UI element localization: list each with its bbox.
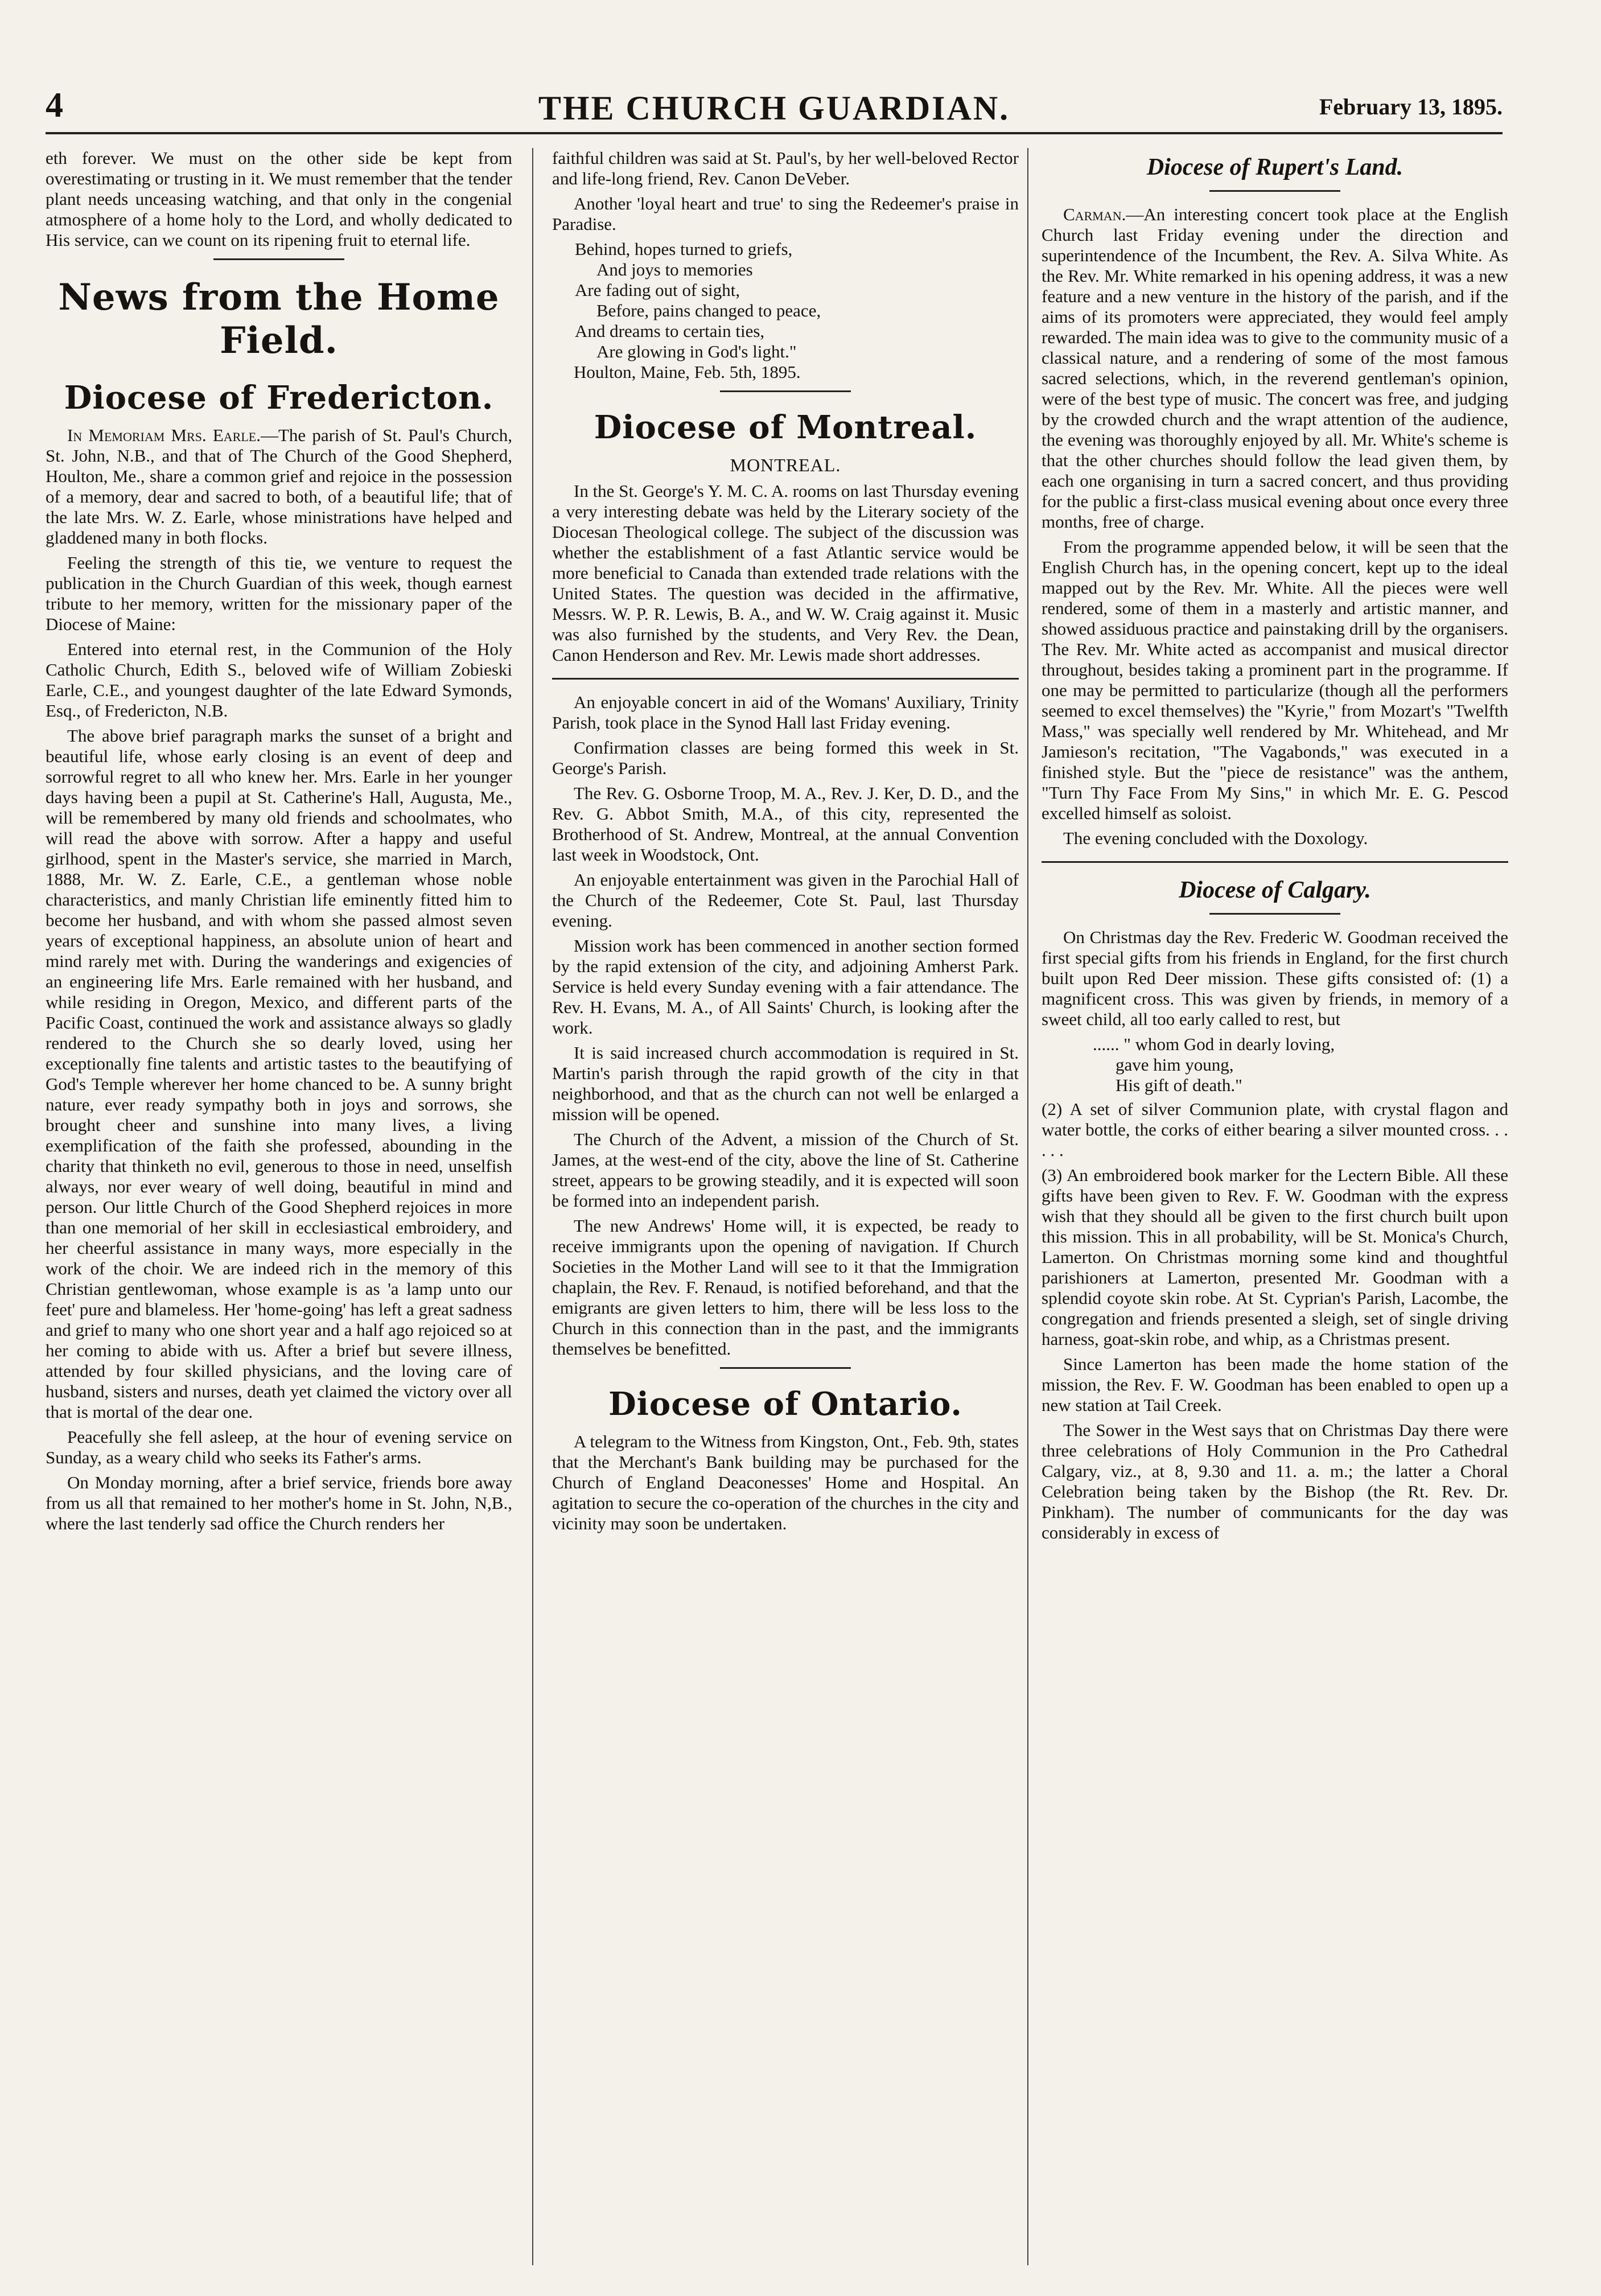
paragraph: Confirmation classes are being formed this week in St. George's Parish. xyxy=(552,738,1019,778)
lead-in: In Memoriam Mrs. Earle. xyxy=(67,425,261,445)
diocese-heading: Diocese of Calgary. xyxy=(1179,877,1371,903)
quote-line: His gift of death." xyxy=(1116,1075,1242,1095)
paragraph: Entered into eternal rest, in the Communion of the Holy Catholic Church, Edith S., beloved wife of William Zobieski Earle, C.E., and youngest daughter of the late Edward Symonds, Esq., of Fredericton, N.B. xyxy=(46,639,512,721)
poem-line: Before, pains changed to peace, xyxy=(596,301,821,320)
paragraph: It is said increased church accommodation is required in St. Martin's parish through the rapid growth of the city in that neighborhood, and that as the church can not well be enlarged a mission will be opened. xyxy=(552,1043,1019,1124)
paragraph: From the programme appended below, it will be seen that the English Church has, in the opening concert, kept up to the ideal mapped out by the Rev. Mr. White. All the pieces were well rendered, some of them in a masterly and artistic manner, and showed assiduous practice and painstaking drill by the organisers. The Rev. Mr. White acted as accompanist and musical director throughout, besides taking a prominent part in the programme. If one may be permitted to particularize (though all the performers seemed to excel themselves) the "Kyrie," from Mozart's "Twelfth Mass," was specially well rendered by Mr. Whitehead, and Mr Jamieson's recitation, "The Vagabonds," was executed in a finished style. But the "piece de resistance" was the anthem, "Turn Thy Face From My Sins," in which Mr. E. G. Pescod excelled himself as soloist. xyxy=(1042,537,1508,823)
diocese-heading: Diocese of Ontario. xyxy=(608,1385,962,1423)
paragraph: In the St. George's Y. M. C. A. rooms on last Thursday evening a very interesting debate was held by the Literary society of the Diocesan Theological college. The subject of the discussion was whether the establishment of a fast Atlantic service would be more beneficial to Canada than extended trade relations with the United States. The question was decided in the affirmative, Messrs. W. P. R. Lewis, B. A., and W. W. Craig against it. Music was also furnished by the students, and Very Rev. the Dean, Canon Henderson and Rev. Mr. Lewis made short addresses. xyxy=(552,481,1019,665)
paragraph: Carman.—An interesting concert took place at the English Church last Friday evening under the direction and superintendence of the Incumbent, the Rev. A. Silva White. As the Rev. Mr. White remarked in his opening address, it was a new feature and a new venture in the history of the parish, and if the aims of its promoters were appreciated, they would feel amply rewarded. The main idea was to give to the community music of a classical nature, and a rendering of some of the most famous sacred selections, which, in the reverend gentleman's opinion, were of the best type of music. The concert was free, and judging by the crowded church and the wrapt attention of the audience, the evening was thoroughly enjoyed by all. Mr. White's scheme is that the other churches should follow the lead given them, by each one organising in turn a sacred concert, and thus providing for the public a first-class musical evening about once every three months, free of charge. xyxy=(1042,204,1508,532)
column-1 xyxy=(46,148,512,2288)
masthead-rule xyxy=(46,132,1503,134)
column-3 xyxy=(1042,148,1508,2288)
newspaper-title: THE CHURCH GUARDIAN. xyxy=(538,89,1010,127)
column-2 xyxy=(552,148,1019,2288)
paragraph: eth forever. We must on the other side be kept from overestimating or trusting in it. We must remember that the tender plant needs unceasing watching, and that only in the congenial atmosphere of a home holy to the Lord, and wholly dedicated to His service, can we count on its ripening fruit to eternal life. xyxy=(46,148,512,250)
poem-line: Behind, hopes turned to griefs, xyxy=(575,239,793,259)
lead-in: Carman. xyxy=(1063,204,1126,224)
paragraph: Peacefully she fell asleep, at the hour of evening service on Sunday, as a weary child who seeks its Father's arms. xyxy=(46,1427,512,1467)
paragraph: (2) A set of silver Communion plate, with crystal flagon and water bottle, the corks of either bearing a silver mounted cross. . . . . . xyxy=(1042,1099,1508,1160)
quote-line: ...... " whom God in dearly loving, xyxy=(1093,1034,1335,1054)
poem-line: Are fading out of sight, xyxy=(575,280,740,300)
quotation xyxy=(1093,1034,1508,1096)
section-divider xyxy=(1209,190,1340,192)
poem-line: And joys to memories xyxy=(596,260,753,279)
divider xyxy=(552,678,1019,680)
paragraph: An enjoyable entertainment was given in the Parochial Hall of the Church of the Redeemer, Cote St. Paul, last Thursday evening. xyxy=(552,870,1019,931)
poem-line: Are glowing in God's light." xyxy=(596,341,797,361)
paragraph: In Memoriam Mrs. Earle.—The parish of St. Paul's Church, St. John, N.B., and that of The Church of the Good Shepherd, Houlton, Me., share a common grief and rejoice in the possession of a memory, dear and sacred to both, of a beautiful life; that of the late Mrs. W. Z. Earle, whose ministrations have helped and gladdened many in both flocks. xyxy=(46,425,512,548)
paragraph: On Christmas day the Rev. Frederic W. Goodman received the first special gifts from his friends in England, for the first church built upon Red Deer mission. These gifts consisted of: (1) a magnificent cross. This was given by friends, in memory of a sweet child, all too early called to rest, but xyxy=(1042,927,1508,1029)
column-divider xyxy=(532,148,533,2265)
poem xyxy=(575,239,1019,362)
paragraph: On Monday morning, after a brief service, friends bore away from us all that remained to her mother's home in St. John, N,B., where the last tenderly sad office the Church renders her xyxy=(46,1472,512,1533)
paragraph: Another 'loyal heart and true' to sing the Redeemer's praise in Paradise. xyxy=(552,194,1019,234)
paragraph: (3) An embroidered book marker for the Lectern Bible. All these gifts have been given to Rev. F. W. Goodman with the express wish that they should all be given to the first church built upon this mission. This in all probability, will be St. Monica's Church, Lamerton. On Christmas morning some kind and thoughtful parishioners at Lamerton, presented Mr. Goodman with a splendid coyote skin robe. At St. Cyprian's Parish, Lacombe, the congregation and friends presented a sleigh, set of single driving harness, goat-skin robe, and whip, as a Christmas present. xyxy=(1042,1165,1508,1349)
section-divider xyxy=(720,1367,851,1369)
paragraph: A telegram to the Witness from Kingston, Ont., Feb. 9th, states that the Merchant's Bank building may be purchased for the Church of England Deaconesses' Home and Hospital. An agitation to secure the co-operation of the churches in the city and vicinity may soon be undertaken. xyxy=(552,1431,1019,1533)
paragraph: Feeling the strength of this tie, we venture to request the publication in the Church Guardian of this week, though earnest tribute to her memory, written for the missionary paper of the Diocese of Maine: xyxy=(46,553,512,634)
paragraph: Mission work has been commenced in another section formed by the rapid extension of the city, and adjoining Amherst Park. Service is held every Sunday evening with a fair attendance. The Rev. H. Evans, M. A., of All Saints' Church, is looking after the work. xyxy=(552,936,1019,1038)
signoff: Houlton, Maine, Feb. 5th, 1895. xyxy=(574,362,801,382)
paragraph: The Church of the Advent, a mission of the Church of St. James, at the west-end of the city, above the line of St. Catherine street, appears to be growing steadily, and it is expected will soon be formed into an independent parish. xyxy=(552,1129,1019,1211)
divider xyxy=(1042,861,1508,863)
page-number: 4 xyxy=(46,86,63,125)
diocese-heading: Diocese of Fredericton. xyxy=(64,379,494,417)
paragraph: The new Andrews' Home will, it is expected, be ready to receive immigrants upon the opening of navigation. If Church Societies in the Mother Land will see to it that the Immigration chaplain, the Rev. F. Renaud, is notified beforehand, and that the emigrants are given letters to him, there will be less loss to the Church in this connection than in the past, and the immigrants themselves be benefitted. xyxy=(552,1216,1019,1359)
paragraph: The Sower in the West says that on Christmas Day there were three celebrations of Holy Communion in the Pro Cathedral Calgary, viz., at 8, 9.30 and 11. a. m.; the latter a Choral Celebration being taken by the Bishop (the Rt. Rev. Dr. Pinkham). The number of communicants for the day was considerably in excess of xyxy=(1042,1420,1508,1542)
diocese-heading: Diocese of Montreal. xyxy=(594,409,977,446)
section-heading: News from the Home Field. xyxy=(58,276,500,362)
paragraph: The Rev. G. Osborne Troop, M. A., Rev. J. Ker, D. D., and the Rev. G. Abbot Smith, M.A., of this city, represented the Brotherhood of St. Andrew, Montreal, at the annual Convention last week in Woodstock, Ont. xyxy=(552,783,1019,865)
subheading: MONTREAL. xyxy=(730,455,841,475)
masthead xyxy=(46,85,1503,137)
diocese-heading: Diocese of Rupert's Land. xyxy=(1146,154,1404,180)
paragraph: An enjoyable concert in aid of the Womans' Auxiliary, Trinity Parish, took place in the Synod Hall last Friday evening. xyxy=(552,692,1019,733)
column-divider xyxy=(1027,148,1028,2265)
paragraph: Since Lamerton has been made the home station of the mission, the Rev. F. W. Goodman has been enabled to open up a new station at Tail Creek. xyxy=(1042,1354,1508,1415)
section-divider xyxy=(213,258,344,260)
paragraph: The evening concluded with the Doxology. xyxy=(1063,828,1368,848)
paragraph: faithful children was said at St. Paul's, by her well-beloved Rector and life-long friend, Rev. Canon DeVeber. xyxy=(552,148,1019,188)
quote-line: gave him young, xyxy=(1116,1055,1234,1075)
paragraph: The above brief paragraph marks the sunset of a bright and beautiful life, whose early closing is an event of deep and sorrowful regret to all who knew her. Mrs. Earle in her younger days having been a pupil at St. Catherine's Hall, Augusta, Me., will be remembered by many old friends and schoolmates, who will read the above with sorrow. After a happy and useful girlhood, spent in the Master's service, she married in March, 1888, Mr. W. Z. Earle, C.E., a gentleman whose noble characteristics, and manly Christian life eminently fitted him to become her husband, and with whom she passed almost seven years of exceptional happiness, an absolute union of heart and mind rarely met with. During the wanderings and exigencies of an engineering life Mrs. Earle remained with her husband, and while residing in Oregon, Mexico, and different parts of the Pacific Coast, continued the work and assistance always so gladly rendered to the Church she so dearly loved, using her exceptionally fine talents and artistic tastes to the beautifying of God's Temple wherever her home chanced to be. A sunny bright nature, ever ready sympathy both in joys and sorrows, she brought cheer and sunshine into many lives, a living exemplification of the faith she professed, abounding in the charity that thinketh no evil, generous to those in need, unselfish always, nor ever weary of well doing, beautiful in mind and person. Our little Church of the Good Shepherd rejoices in more than one memorial of her skill in ecclesiastical embroidery, and her cheerful assistance in many ways, more especially in the work of the choir. We are indeed rich in the memory of this Christian gentlewoman, whose example is as 'a lamp unto our feet' pure and blameless. Her 'home-going' has left a great sadness and grief to many who one short year and a half ago rejoiced so at her coming to abide with us. After a brief but severe illness, attended by four skilled physicians, and the loving care of husband, sisters and nurses, death yet claimed the victory over all that is mortal of the dear one. xyxy=(46,726,512,1422)
poem-line: And dreams to certain ties, xyxy=(575,321,765,341)
section-divider xyxy=(720,390,851,392)
section-divider xyxy=(1209,913,1340,915)
issue-date: February 13, 1895. xyxy=(1319,94,1503,120)
